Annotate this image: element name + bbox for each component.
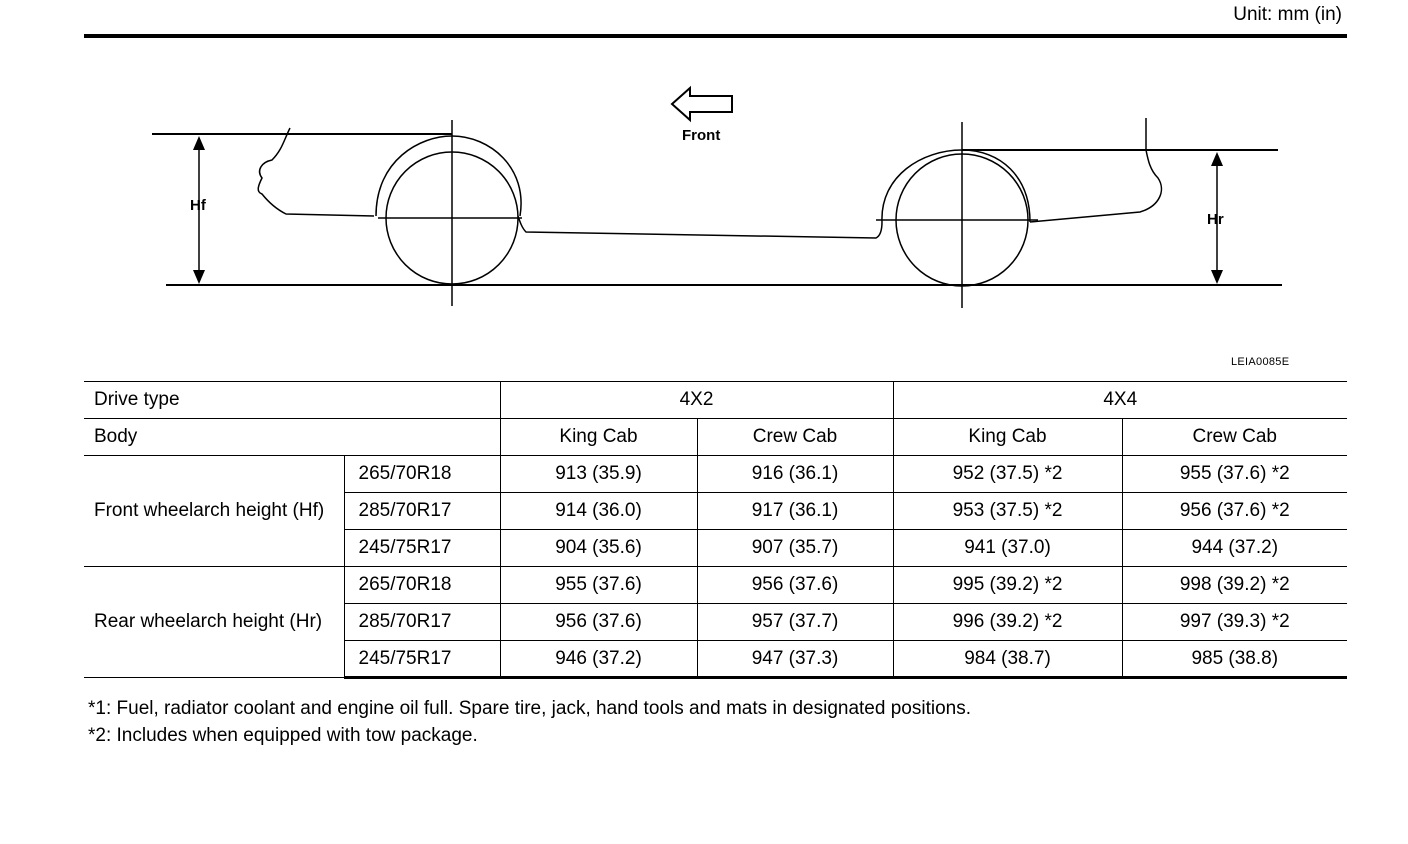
front-arrow-icon <box>672 88 732 120</box>
hr-label: Hr <box>1207 211 1224 228</box>
group-label-front: Front wheelarch height (Hf) <box>84 456 344 567</box>
footnote: *1: Fuel, radiator coolant and engine oil full. Spare tire, jack, hand tools and mats in designated positions. <box>88 698 971 719</box>
hf-label: Hf <box>190 197 206 214</box>
tire-size: 245/75R17 <box>344 641 500 678</box>
tire-size: 265/70R18 <box>344 567 500 604</box>
value-cell: 996 (39.2) *2 <box>893 604 1122 641</box>
header-row-body <box>84 419 1347 456</box>
value-cell: 907 (35.7) <box>697 530 893 567</box>
value-cell: 955 (37.6) <box>500 567 697 604</box>
value-cell: 941 (37.0) <box>893 530 1122 567</box>
tire-size: 285/70R17 <box>344 493 500 530</box>
body-header: King Cab <box>893 419 1122 456</box>
drive-type-label: Drive type <box>84 382 500 419</box>
rear-fender-arch <box>882 150 1030 222</box>
footnote: *2: Includes when equipped with tow package. <box>88 725 478 746</box>
body-label: Body <box>84 419 500 456</box>
value-cell: 947 (37.3) <box>697 641 893 678</box>
tire-size: 285/70R17 <box>344 604 500 641</box>
value-cell: 956 (37.6) <box>500 604 697 641</box>
value-cell: 952 (37.5) *2 <box>893 456 1122 493</box>
group-label-rear: Rear wheelarch height (Hr) <box>84 567 344 678</box>
top-rule <box>84 34 1347 38</box>
unit-label: Unit: mm (in) <box>1233 4 1342 25</box>
value-cell: 916 (36.1) <box>697 456 893 493</box>
front-fender-arch <box>376 136 521 216</box>
value-cell: 985 (38.8) <box>1122 641 1347 678</box>
footnotes <box>88 695 971 749</box>
value-cell: 984 (38.7) <box>893 641 1122 678</box>
value-cell: 957 (37.7) <box>697 604 893 641</box>
table-row <box>84 456 1347 493</box>
value-cell: 953 (37.5) *2 <box>893 493 1122 530</box>
body-header: Crew Cab <box>697 419 893 456</box>
header-row-drive <box>84 382 1347 419</box>
value-cell: 995 (39.2) *2 <box>893 567 1122 604</box>
value-cell: 913 (35.9) <box>500 456 697 493</box>
figure-id: LEIA0085E <box>1231 356 1290 368</box>
value-cell: 956 (37.6) <box>697 567 893 604</box>
wheelarch-height-table <box>84 381 1347 679</box>
value-cell: 946 (37.2) <box>500 641 697 678</box>
value-cell: 998 (39.2) *2 <box>1122 567 1347 604</box>
value-cell: 997 (39.3) *2 <box>1122 604 1347 641</box>
body-header: King Cab <box>500 419 697 456</box>
front-label: Front <box>682 127 721 144</box>
tire-size: 245/75R17 <box>344 530 500 567</box>
drive-4x4-header: 4X4 <box>893 382 1347 419</box>
value-cell: 914 (36.0) <box>500 493 697 530</box>
front-body-outline <box>258 128 374 216</box>
body-header: Crew Cab <box>1122 419 1347 456</box>
value-cell: 944 (37.2) <box>1122 530 1347 567</box>
rear-body-outline <box>1030 118 1161 222</box>
drive-4x2-header: 4X2 <box>500 382 893 419</box>
value-cell: 955 (37.6) *2 <box>1122 456 1347 493</box>
tire-size: 265/70R18 <box>344 456 500 493</box>
value-cell: 904 (35.6) <box>500 530 697 567</box>
table-row <box>84 567 1347 604</box>
wheelarch-diagram <box>0 40 1408 360</box>
value-cell: 956 (37.6) *2 <box>1122 493 1347 530</box>
value-cell: 917 (36.1) <box>697 493 893 530</box>
rocker-line <box>518 216 882 238</box>
